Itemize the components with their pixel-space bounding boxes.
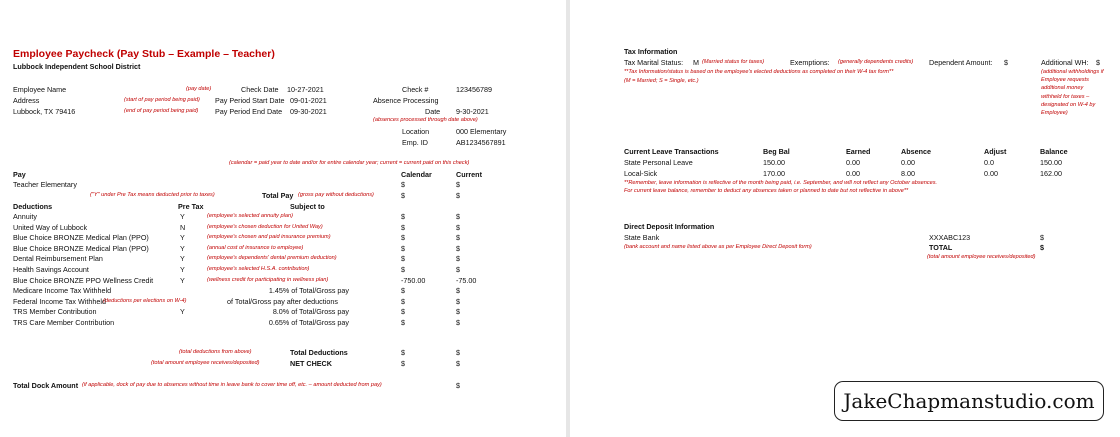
deposit-bank-note: (bank account and name listed above as per Employee Direct Deposit form) — [624, 244, 812, 250]
deduction-note: (employee's chosen and paid insurance premium) — [207, 234, 331, 241]
deduction-name: United Way of Lubbock — [13, 222, 88, 232]
withholding-note-line: Employee) — [1041, 110, 1068, 116]
deduction-note: (deductions per elections on W-4) — [103, 297, 187, 304]
deduction-calendar: $ — [401, 222, 405, 232]
dock-amount-label: Total Dock Amount — [13, 381, 79, 390]
period-end-value: 09-30-2021 — [290, 107, 327, 116]
absence-date-label: Date — [425, 107, 441, 116]
start-date-note: (start of pay period being paid) — [124, 97, 200, 103]
leave-cell: 0.00 — [984, 169, 998, 178]
deduction-note: (wellness credit for participating in wellness plan) — [207, 276, 329, 283]
leave-cell: 0.00 — [846, 158, 860, 167]
leave-cell: 8.00 — [901, 169, 915, 178]
deduction-subject: of Total/Gross pay after deductions — [227, 296, 338, 306]
net-check-current: $ — [456, 359, 460, 368]
pay-current-value: $ — [456, 180, 460, 189]
pretax-header: Pre Tax — [178, 202, 204, 211]
leave-type: Local-Sick — [624, 169, 658, 178]
deduction-calendar: $ — [401, 286, 405, 296]
leave-header: Balance — [1040, 147, 1068, 156]
pay-heading: Pay — [13, 170, 26, 179]
deduction-pretax: Y — [180, 254, 185, 264]
dependent-amount-value: $ — [1004, 58, 1008, 67]
deduction-current: -75.00 — [456, 275, 477, 285]
period-start-label: Pay Period Start Date — [215, 96, 285, 105]
deduction-pretax: Y — [180, 233, 185, 243]
deduction-note: (employee's chosen deduction for United Way) — [207, 223, 323, 230]
tax-heading: Tax Information — [624, 47, 678, 56]
leave-cell: 0.00 — [846, 169, 860, 178]
deduction-name: Blue Choice BRONZE PPO Wellness Credit — [13, 275, 154, 285]
deduction-note: (employee's selected H.S.A. contribution) — [207, 266, 310, 272]
absence-processing-label: Absence Processing — [373, 96, 439, 105]
deduction-current: $ — [456, 318, 460, 327]
deduction-calendar: $ — [401, 212, 405, 221]
deposit-amount: $ — [1040, 233, 1044, 242]
deduction-note: (annual cost of insurance to employee) — [207, 244, 304, 251]
deduction-current: $ — [456, 233, 460, 243]
exemptions-label: Exemptions: — [790, 58, 830, 67]
total-pay-calendar: $ — [401, 191, 405, 200]
withholding-note-line: withheld for taxes – — [1041, 93, 1090, 100]
deduction-calendar: $ — [401, 265, 405, 274]
net-check-calendar: $ — [401, 359, 405, 368]
net-check-label: NET CHECK — [290, 359, 332, 368]
total-pay-current: $ — [456, 191, 460, 200]
paystub-page-right — [570, 0, 1120, 437]
deductions-heading: Deductions — [13, 202, 53, 211]
absence-date-value: 9-30-2021 — [456, 107, 489, 116]
tax-marital-note: (Married status for taxes) — [702, 59, 765, 65]
deduction-note: (employee's selected annuity plan) — [207, 213, 293, 219]
leave-note-1: **Remember, leave information is reflective of the month being paid, i.e. September, and will not reflect any October absences. — [624, 180, 938, 186]
leave-cell: 170.00 — [763, 169, 785, 178]
deposit-bank: State Bank — [624, 233, 660, 242]
employee-name-label: Employee Name — [13, 85, 67, 94]
leave-cell: 150.00 — [1040, 158, 1062, 167]
absence-date-note: (absences processed through date above) — [373, 117, 478, 123]
total-pay-note: (gross pay without deductions) — [298, 192, 374, 198]
deduction-subject: 8.0% of Total/Gross pay — [272, 307, 349, 317]
deduction-pretax: N — [180, 222, 186, 232]
deduction-current: $ — [456, 296, 460, 306]
leave-cell: 150.00 — [763, 158, 785, 167]
additional-wh-value: $ — [1096, 58, 1100, 67]
leave-cell: 162.00 — [1040, 169, 1062, 178]
subject-header: Subject to — [290, 202, 325, 211]
deduction-pretax: Y — [180, 212, 185, 221]
deduction-note: (employee's dependents' dental premium deduction) — [207, 255, 337, 262]
page-title: Employee Paycheck (Pay Stub – Example – Teacher) — [13, 48, 275, 60]
total-deductions-label: Total Deductions — [290, 348, 348, 357]
leave-type: State Personal Leave — [624, 158, 693, 167]
period-end-label: Pay Period End Date — [215, 107, 283, 116]
exemptions-note: (generally dependents credits) — [838, 59, 914, 65]
dock-amount-note: (if applicable, dock of pay due to absences without time in leave bank to cover time off, etc. – amount deducted from pay) — [82, 382, 382, 388]
check-number-label: Check # — [402, 85, 429, 94]
check-date-value: 10-27-2021 — [287, 85, 324, 94]
pretax-note: ("Y" under Pre Tax means deducted prior to taxes) — [90, 192, 215, 198]
deposit-total-label: TOTAL — [929, 243, 953, 252]
deduction-calendar: $ — [401, 233, 405, 243]
deposit-account: XXXABC123 — [929, 233, 971, 242]
deduction-pretax: Y — [180, 243, 185, 253]
total-deductions-calendar: $ — [401, 348, 405, 357]
check-number-value: 123456789 — [456, 85, 492, 94]
withholding-note-line: designated on W-4 by — [1041, 101, 1096, 108]
deduction-name: Blue Choice BRONZE Medical Plan (PPO) — [13, 243, 149, 253]
deduction-name: TRS Member Contribution — [13, 307, 97, 317]
deduction-current: $ — [456, 286, 460, 296]
leave-header: Beg Bal — [763, 147, 790, 156]
leave-header: Absence — [901, 147, 931, 156]
leave-cell: 0.00 — [901, 158, 915, 167]
address-label: Address — [13, 96, 40, 105]
pay-date-note: (pay date) — [186, 86, 212, 92]
deduction-name: TRS Care Member Contribution — [13, 318, 115, 327]
deduction-current: $ — [456, 222, 460, 232]
withholding-note-line: (additional withholdings if — [1041, 69, 1104, 75]
tax-marital-value: M — [693, 58, 699, 67]
deduction-current: $ — [456, 265, 460, 274]
leave-header: Earned — [846, 147, 871, 156]
additional-wh-label: Additional WH: — [1041, 58, 1089, 67]
deduction-current: $ — [456, 254, 460, 264]
deduction-calendar: -750.00 — [401, 275, 426, 285]
dependent-amount-label: Dependent Amount: — [929, 58, 993, 67]
period-start-value: 09-01-2021 — [290, 96, 327, 105]
end-date-note: (end of pay period being paid) — [124, 108, 199, 114]
deduction-calendar: $ — [401, 307, 405, 317]
deduction-calendar: $ — [401, 296, 405, 306]
deduction-pretax: Y — [180, 265, 185, 274]
total-deductions-note: (total deductions from above) — [179, 349, 252, 355]
deduction-subject: 1.45% of Total/Gross pay — [268, 286, 349, 296]
deduction-name: Medicare Income Tax Withheld — [13, 286, 112, 296]
leave-note-2: For current leave balance, remember to deduct any absences taken or planned to date but not reflective in above** — [624, 188, 909, 194]
leave-header: Current Leave Transactions — [624, 147, 719, 156]
deduction-pretax: Y — [180, 275, 185, 285]
current-header: Current — [456, 170, 482, 179]
employee-id-label: Emp. ID — [402, 138, 428, 147]
deposit-heading: Direct Deposit Information — [624, 222, 715, 231]
tax-footnote-1: **Tax Information/status is based on the employee's elected deductions as completed on their W-4 tax form** — [624, 69, 894, 75]
location-value: 000 Elementary — [456, 127, 507, 136]
city-state-zip: Lubbock, TX 79416 — [13, 107, 76, 116]
net-check-note: (total amount employee receives/deposited) — [151, 360, 260, 366]
total-pay-label: Total Pay — [262, 191, 294, 200]
deduction-subject: 0.65% of Total/Gross pay — [268, 318, 349, 327]
pay-calendar-value: $ — [401, 180, 405, 189]
district-name: Lubbock Independent School District — [13, 62, 141, 71]
total-deductions-current: $ — [456, 348, 460, 357]
location-label: Location — [402, 127, 430, 136]
employee-id-value: AB1234567891 — [456, 138, 506, 147]
leave-cell: 0.0 — [984, 158, 994, 167]
studio-watermark: JakeChapmanstudio.com — [834, 381, 1104, 421]
dock-amount-value: $ — [456, 381, 460, 390]
deduction-calendar: $ — [401, 243, 405, 253]
calendar-header: Calendar — [401, 170, 432, 179]
check-date-label: Check Date — [241, 85, 279, 94]
deposit-total-value: $ — [1040, 243, 1044, 252]
withholding-note-line: additional money — [1041, 85, 1084, 92]
tax-footnote-2: (M = Married; S = Single, etc.) — [624, 78, 699, 84]
position-title: Teacher Elementary — [13, 180, 77, 189]
deduction-current: $ — [456, 307, 460, 317]
deduction-calendar: $ — [401, 318, 405, 327]
deduction-name: Dental Reimbursement Plan — [13, 254, 103, 264]
withholding-note-line: Employee requests — [1041, 77, 1089, 84]
deduction-pretax: Y — [180, 307, 185, 317]
leave-header: Adjust — [984, 147, 1007, 156]
deposit-total-note: (total amount employee receives/deposited) — [927, 254, 1036, 260]
deduction-name: Federal Income Tax Withheld — [13, 296, 106, 306]
calendar-note: (calendar = paid year to date and/or for entire calendar year; current = current paid on this check) — [229, 160, 470, 166]
deduction-current: $ — [456, 243, 460, 253]
deduction-name: Annuity — [13, 212, 37, 221]
tax-marital-label: Tax Marital Status: — [624, 58, 684, 67]
deduction-current: $ — [456, 212, 460, 221]
deduction-name: Blue Choice BRONZE Medical Plan (PPO) — [13, 233, 149, 243]
deduction-name: Health Savings Account — [13, 265, 89, 274]
deduction-calendar: $ — [401, 254, 405, 264]
